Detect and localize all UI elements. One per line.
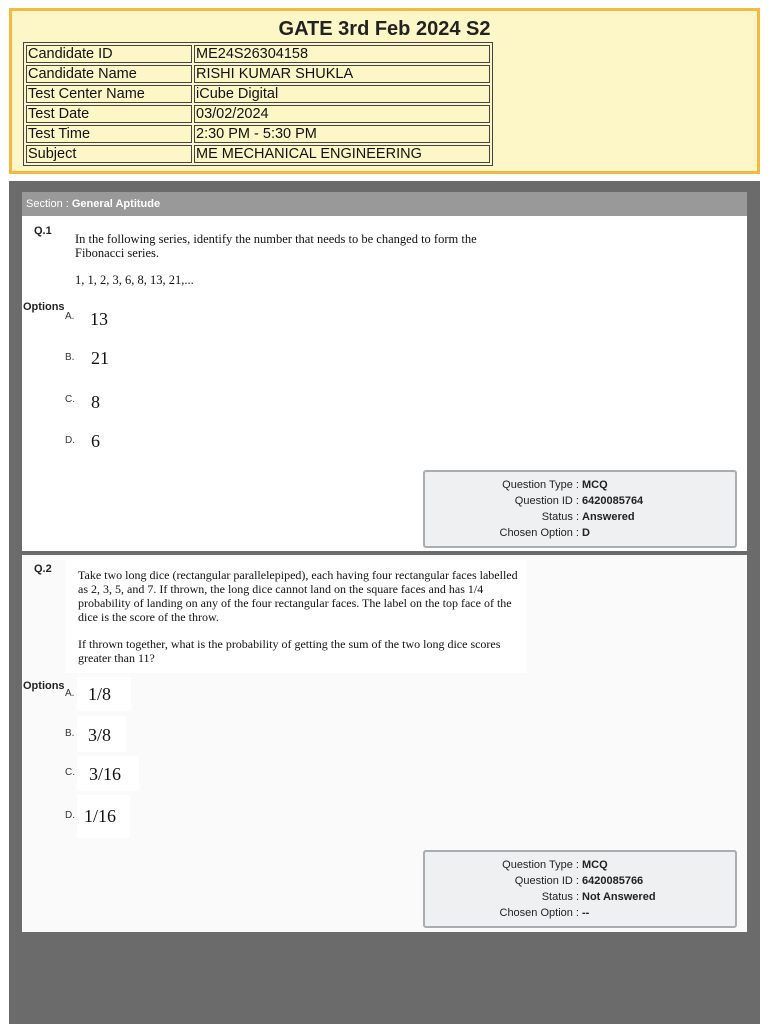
option-d-value: 6 [91,431,100,451]
response-sheet-header [9,8,760,174]
candidate-name-label: Candidate Name [26,65,192,83]
question-type-value: MCQ [582,479,608,491]
section-bar [22,192,747,216]
question-card-1 [22,216,747,551]
question-meta-box [423,850,737,928]
option-d-letter: D. [65,435,75,446]
question-type-label: Question Type : [502,859,579,871]
test-time-value: 2:30 PM - 5:30 PM [194,125,490,143]
meta-row-type [425,857,735,873]
option-b-value: 21 [91,348,109,368]
status-label: Status : [541,511,579,523]
question-text-2: If thrown together, what is the probability of getting the sum of the two long dice scores greater than 11? [78,637,501,665]
candidate-id-value: ME24S26304158 [194,45,490,63]
question-card-2 [22,555,747,932]
test-time-label: Test Time [26,125,192,143]
table-row [26,65,490,83]
candidate-id-label: Candidate ID [26,45,192,63]
meta-row-id [425,873,735,889]
table-row [26,125,490,143]
option-c-letter: C. [65,394,75,405]
subject-label: Subject [26,145,192,163]
option-b-letter: B. [65,352,75,363]
test-date-label: Test Date [26,105,192,123]
chosen-option-label: Chosen Option : [499,907,579,919]
candidate-name-value: RISHI KUMAR SHUKLA [194,65,490,83]
chosen-option-value: D [582,527,590,539]
meta-row-type [425,477,735,493]
option-b-letter: B. [65,728,75,739]
table-row [26,85,490,103]
question-text: Take two long dice (rectangular parallelepiped), each having four rectangular faces labelled as 2, 3, 5, and 7. If thrown, the long dice cannot land on the square faces and has 1/4 probability of landing on any of the four rectangular faces. The label on the top face of the dice is the score of the throw. [78,568,518,624]
option-d-value: 1/16 [84,806,117,826]
option-a-value: 13 [90,309,108,329]
question-type-label: Question Type : [502,479,579,491]
chosen-option-value: -- [582,907,590,919]
section-name: General Aptitude [71,198,161,210]
test-center-value: iCube Digital [194,85,490,103]
status-label: Status : [541,891,579,903]
table-row [26,45,490,63]
option-a-letter: A. [65,311,75,322]
question-id-value: 6420085766 [582,875,644,887]
meta-row-chosen [425,905,735,921]
exam-title: GATE 3rd Feb 2024 S2 [278,18,491,40]
meta-row-id [425,493,735,509]
table-row [26,105,490,123]
question-number: Q.2 [34,563,52,575]
meta-row-status [425,509,735,525]
question-type-value: MCQ [582,859,608,871]
table-row [26,145,490,163]
option-d-letter: D. [65,810,75,821]
status-value: Answered [582,511,635,523]
status-value: Not Answered [582,891,656,903]
question-meta-box [423,470,737,548]
option-b-value: 3/8 [88,725,112,745]
question-number: Q.1 [34,225,52,237]
question-panel [9,181,760,1024]
option-c-letter: C. [65,767,75,778]
option-a-letter: A. [65,688,75,699]
subject-value: ME MECHANICAL ENGINEERING [194,145,490,163]
question-id-label: Question ID : [514,875,579,887]
question-id-label: Question ID : [514,495,579,507]
test-date-value: 03/02/2024 [194,105,490,123]
meta-row-status [425,889,735,905]
option-c-value: 3/16 [89,764,122,784]
option-c-value: 8 [91,392,100,412]
candidate-info-table [23,42,493,166]
options-label: Options [23,680,65,692]
question-text: In the following series, identify the number that needs to be changed to form the Fibonacci series. [75,232,477,260]
chosen-option-label: Chosen Option : [499,527,579,539]
question-id-value: 6420085764 [582,495,644,507]
test-center-label: Test Center Name [26,85,192,103]
meta-row-chosen [425,525,735,541]
section-prefix: Section : [26,198,69,210]
options-label: Options [23,301,65,313]
question-series: 1, 1, 2, 3, 6, 8, 13, 21,... [75,273,194,287]
option-a-value: 1/8 [88,684,112,704]
